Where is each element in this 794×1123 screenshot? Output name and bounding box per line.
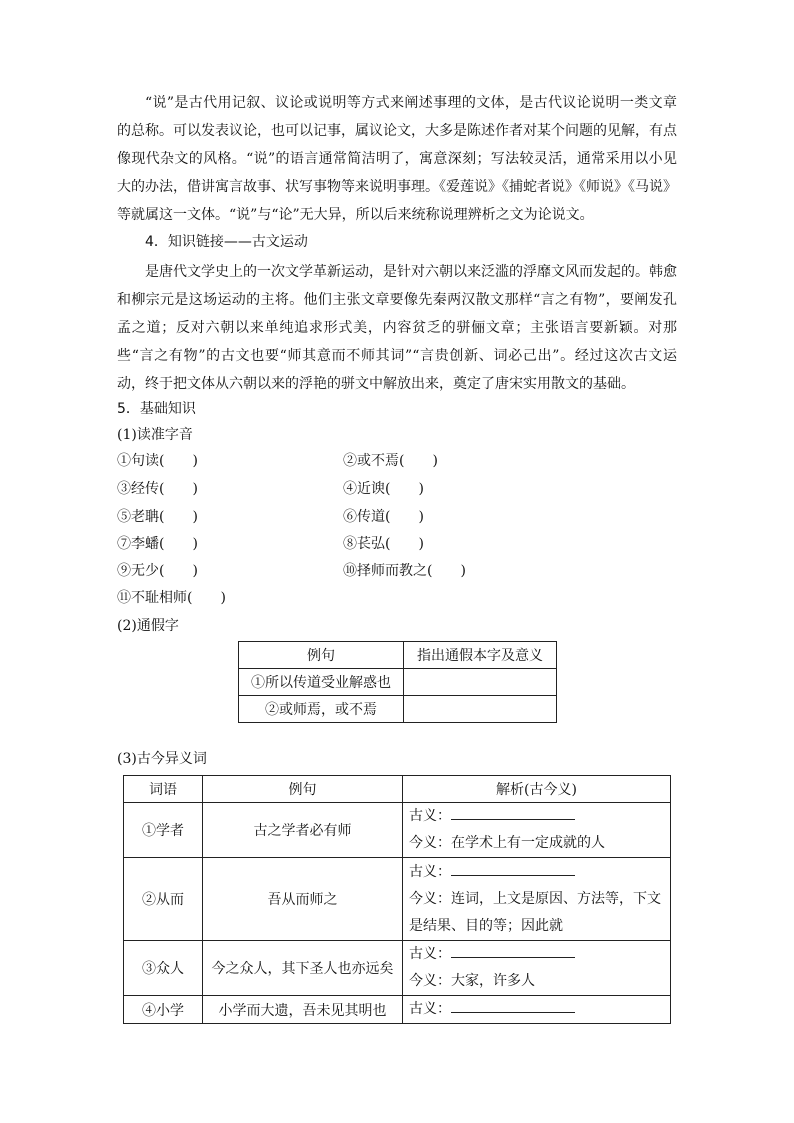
- answer-blank: [451, 998, 575, 1013]
- table-cell-sentence: ②或师焉，或不焉: [239, 696, 404, 723]
- table-header-cell: 词语: [124, 776, 203, 803]
- table-cell-sentence: 今之众人，其下圣人也亦远矣: [203, 941, 403, 996]
- table-header-cell: 解析(古今义): [403, 776, 671, 803]
- table-cell-analysis: [403, 996, 671, 1024]
- gu-label: 古义：: [409, 946, 451, 962]
- table-cell-word: ④小学: [124, 996, 203, 1024]
- pronunciation-item: ⑪不耻相师( ): [117, 590, 226, 606]
- table-cell-word: ②从而: [124, 858, 203, 941]
- section-5-title: 5．基础知识: [117, 401, 196, 417]
- table-row: [239, 696, 557, 723]
- section-4-title: 4．知识链接——古文运动: [145, 234, 308, 250]
- jin-meaning: 今义：在学术上有一定成就的人: [409, 835, 605, 851]
- paragraph-shuo-definition: “说”是古代用记叙、议论或说明等方式来阐述事理的文体，是古代议论说明一类文章的总称。可以发表议论，也可以记事，属议论文，大多是陈述作者对某个问题的见解，有点像现代杂文的风格。“说”的语言通常简洁明了，寓意深刻；写法较灵活，通常采用以小见大的办法，借讲寓言故事、状写事物等来说明事理。《爱莲说》《捕蛇者说》《师说》《马说》等就属这一文体。“说”与“论”无大异，所以后来统称说理辨析之文为论说文。: [117, 95, 677, 223]
- table-cell-sentence: 小学而大遗，吾未见其明也: [203, 996, 403, 1024]
- table-cell-sentence: ①所以传道受业解惑也: [239, 669, 404, 696]
- table-cell-analysis: [403, 858, 671, 941]
- pronunciation-item: ②或不焉( ): [343, 453, 438, 469]
- table-cell-word: ③众人: [124, 941, 203, 996]
- pronunciation-item: ⑩择师而教之( ): [343, 563, 466, 579]
- jin-meaning: 今义：大家，许多人: [409, 973, 535, 989]
- pronunciation-item: ④近谀( ): [343, 481, 424, 497]
- table-cell-word: ①学者: [124, 803, 203, 858]
- pronunciation-item: ⑨无少( ): [117, 563, 198, 579]
- table-row: [124, 996, 671, 1024]
- table-cell-sentence: 吾从而师之: [203, 858, 403, 941]
- table-row: [124, 858, 671, 941]
- table-cell-answer: [404, 696, 557, 723]
- table-row: [124, 803, 671, 858]
- table-cell-answer: [404, 669, 557, 696]
- pronunciation-item: ⑦李蟠( ): [117, 536, 198, 552]
- pronunciation-item: ⑥传道( ): [343, 509, 424, 525]
- table-cell-analysis: [403, 941, 671, 996]
- pronunciation-item: ⑧苌弘( ): [343, 536, 424, 552]
- gujin-table: [123, 775, 671, 1024]
- table-header-row: [124, 776, 671, 803]
- gu-label: 古义：: [409, 863, 451, 880]
- pronunciation-item: ③经传( ): [117, 481, 198, 497]
- table-row: [124, 941, 671, 996]
- table-header-cell: 例句: [203, 776, 403, 803]
- table-cell-analysis: [403, 803, 671, 858]
- answer-blank: [451, 943, 575, 958]
- table-header-row: [239, 642, 557, 669]
- table-cell-sentence: 古之学者必有师: [203, 803, 403, 858]
- sub-1-title: (1)读准字音: [117, 427, 193, 443]
- paragraph-guwen-movement: 是唐代文学史上的一次文学革新运动，是针对六朝以来泛滥的浮靡文风而发起的。韩愈和柳宗元是这场运动的主将。他们主张文章要像先秦两汉散文那样“言之有物”，要阐发孔孟之道；反对六朝以来单纯追求形式美，内容贫乏的骈俪文章；主张语言要新颖。对那些“言之有物”的古文也要“师其意而不师其词”“言贵创新、词必己出”。经过这次古文运动，终于把文体从六朝以来的浮艳的骈文中解放出来，奠定了唐宋实用散文的基础。: [117, 264, 677, 392]
- table-row: [239, 669, 557, 696]
- sub-3-title: (3)古今异义词: [117, 751, 207, 767]
- answer-blank: [451, 805, 575, 820]
- pronunciation-item: ①句读( ): [117, 453, 198, 469]
- gu-label: 古义：: [409, 1001, 451, 1017]
- jin-meaning: 今义：连词，上文是原因、方法等，下文是结果、目的等；因此就: [409, 890, 661, 934]
- table-header-cell: 例句: [239, 642, 404, 669]
- sub-2-title: (2)通假字: [117, 618, 179, 634]
- table-header-cell: 指出通假本字及意义: [404, 642, 557, 669]
- pronunciation-item: ⑤老聃( ): [117, 509, 198, 525]
- tongjia-table: [238, 641, 557, 723]
- answer-blank: [451, 861, 575, 876]
- gu-label: 古义：: [409, 808, 451, 824]
